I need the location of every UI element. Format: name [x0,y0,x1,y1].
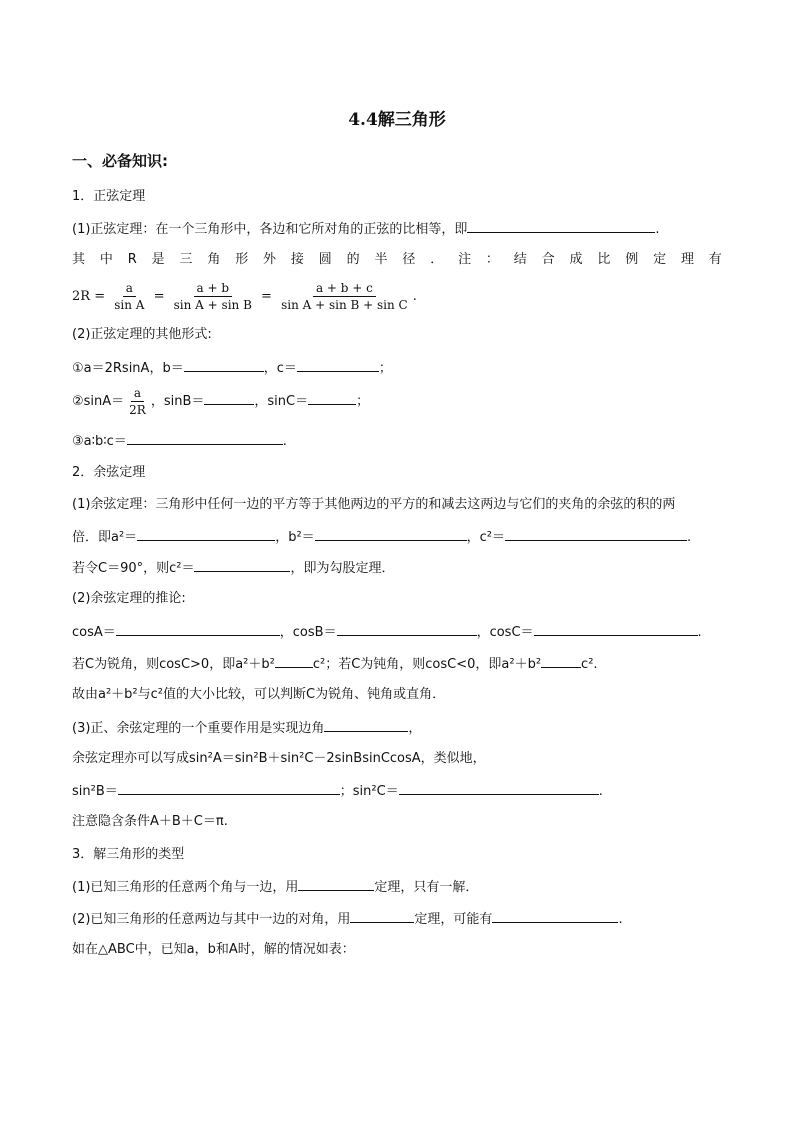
note-char: 是 [151,252,165,267]
text: (1)已知三角形的任意两个角与一边，用 [72,880,299,895]
text: ；sin²C＝ [339,784,399,799]
note-char: 外 [263,252,277,267]
text: 若C为锐角，则cosC>0，即a²＋b² [72,657,275,672]
fraction-ab-over-sinAB [171,281,255,312]
note-char: 角 [207,252,221,267]
blank-c2[interactable] [505,527,687,541]
note-char: 注 [458,252,472,267]
blank-b[interactable] [184,358,264,372]
text: ，cosC＝ [476,625,534,640]
numerator: a [131,386,144,402]
text: 倍．即a²＝ [72,530,138,545]
note-char: R [127,252,137,267]
period: . [618,912,623,927]
fraction-abc-over-sinABC [278,281,411,312]
form-3-text: ③a∶b∶c＝ [72,434,127,449]
cosine-law-statement: (1)余弦定理：三角形中任何一边的平方等于其他两边的平方的和减去这两边与它们的夹角的余弦的积的两 [72,497,676,512]
form-2-text: ； [356,394,370,409]
denominator: sin A [114,298,145,312]
blank-cosA[interactable] [116,622,280,636]
type-1 [72,877,478,897]
denominator: sin A + sin B [173,298,252,312]
period: . [687,530,692,545]
form-2 [72,384,369,420]
blank-edge-angle[interactable] [324,718,408,732]
sine-law-text: (1)正弦定理：在一个三角形中，各边和它所对角的正弦的比相等，即 [72,222,468,237]
section-heading: 一、必备知识: [72,152,168,170]
note-char: 理 [680,252,694,267]
note-char: 接 [290,252,304,267]
text: c²；若C为钝角，则cosC<0，即a²＋b² [312,657,542,672]
type-2 [72,909,623,929]
compare-line: 故由a²＋b²与c²值的大小比较，可以判断C为锐角、钝角或直角． [72,687,446,702]
formula-lhs: 2R = [72,289,106,304]
blank-sinB[interactable] [204,391,254,405]
note-char: 中 [99,252,113,267]
blank-sinC[interactable] [308,391,356,405]
note-char: 径 [402,252,416,267]
page-title: 4.4解三角形 [348,110,446,130]
note-char: ． [430,252,444,267]
blank-ratio[interactable] [127,431,283,445]
period: . [282,434,287,449]
blank-sin2B[interactable] [118,781,340,795]
text: ，即为勾股定理． [290,561,395,576]
sine-law-statement [72,219,660,239]
extended-ratio-formula [72,278,417,316]
acute-obtuse-line [72,654,598,674]
period: . [598,784,603,799]
form-1-text: ； [378,361,392,376]
text: ，c²＝ [466,530,506,545]
equals-sign: = [153,289,165,304]
cos-formulas [72,622,702,642]
note-char: 合 [541,252,555,267]
text: c². [581,657,598,672]
note-char: 其 [72,252,86,267]
text: 定理，只有一解． [374,880,479,895]
period: . [655,222,660,237]
table-intro: 如在△ABC中，已知a，b和A时，解的情况如表： [72,942,355,957]
blank-type2-solutions[interactable] [492,909,618,923]
blank-type2-law[interactable] [350,909,414,923]
fraction-a-over-sinA [111,281,147,312]
note-char: 形 [235,252,249,267]
note-char: 的 [346,252,360,267]
text: ，cosB＝ [279,625,337,640]
equals-sign: = [261,289,272,304]
blank-type1[interactable] [298,877,374,891]
blank-cosB[interactable] [337,622,477,636]
period: . [412,289,417,304]
edge-angle-line [72,718,421,738]
denominator: sin A + sin B + sin C [281,298,408,312]
heading-triangle-types: 3．解三角形的类型 [72,847,185,862]
text: 若令C＝90°，则c²＝ [72,561,195,576]
note-char: 有 [708,252,722,267]
blank-a2[interactable] [137,527,275,541]
note-char: ： [485,252,499,267]
text: 定理，可能有 [414,912,493,927]
numerator: a + b [194,281,233,297]
note-char: 成 [569,252,583,267]
text: ，b²＝ [275,530,315,545]
numerator: a [123,281,136,297]
blank-sin2C[interactable] [399,781,599,795]
heading-cosine-law: 2．余弦定理 [72,465,146,480]
note-char: 三 [179,252,193,267]
denominator: 2R [129,403,146,417]
text: sin²B＝ [72,784,118,799]
form-1 [72,358,392,378]
form-1-text: ①a＝2RsinA，b＝ [72,361,184,376]
blank-b2[interactable] [315,527,467,541]
other-forms-heading: (2)正弦定理的其他形式: [72,327,212,342]
fraction-a-over-2R [126,386,149,417]
form-1-text: ，c＝ [263,361,297,376]
cosine-law-formulas [72,527,691,547]
blank-obtuse-compare[interactable] [541,654,581,668]
blank-acute-compare[interactable] [275,654,313,668]
hidden-condition: 注意隐含条件A＋B＋C＝π. [72,814,228,829]
text: (3)正、余弦定理的一个重要作用是实现边角 [72,721,325,736]
sin-squared-line [72,781,603,801]
note-char: 比 [597,252,611,267]
text: cosA＝ [72,625,116,640]
blank-c2-right[interactable] [194,558,290,572]
rewrite-line: 余弦定理亦可以写成sin²A＝sin²B＋sin²C－2sinBsinCcosA，类似地， [72,751,486,766]
note-char: 定 [653,252,667,267]
note-char: 半 [374,252,388,267]
blank-c[interactable] [297,358,379,372]
numerator: a + b + c [313,281,376,297]
period: . [697,625,702,640]
form-2-text: ②sinA＝ [72,394,125,409]
form-2-text: ，sinC＝ [254,394,309,409]
form-3 [72,431,287,451]
note-char: 圆 [318,252,332,267]
note-char: 例 [625,252,639,267]
text: (2)已知三角形的任意两边与其中一边的对角，用 [72,912,351,927]
pythagoras-line [72,558,395,578]
blank-sine-law[interactable] [467,219,655,233]
form-2-text: ，sinB＝ [150,394,205,409]
blank-cosC[interactable] [534,622,698,636]
heading-sine-law: 1．正弦定理 [72,189,146,204]
corollary-heading: (2)余弦定理的推论: [72,591,186,606]
circumradius-note [72,251,722,269]
note-char: 结 [513,252,527,267]
text: ， [408,721,422,736]
